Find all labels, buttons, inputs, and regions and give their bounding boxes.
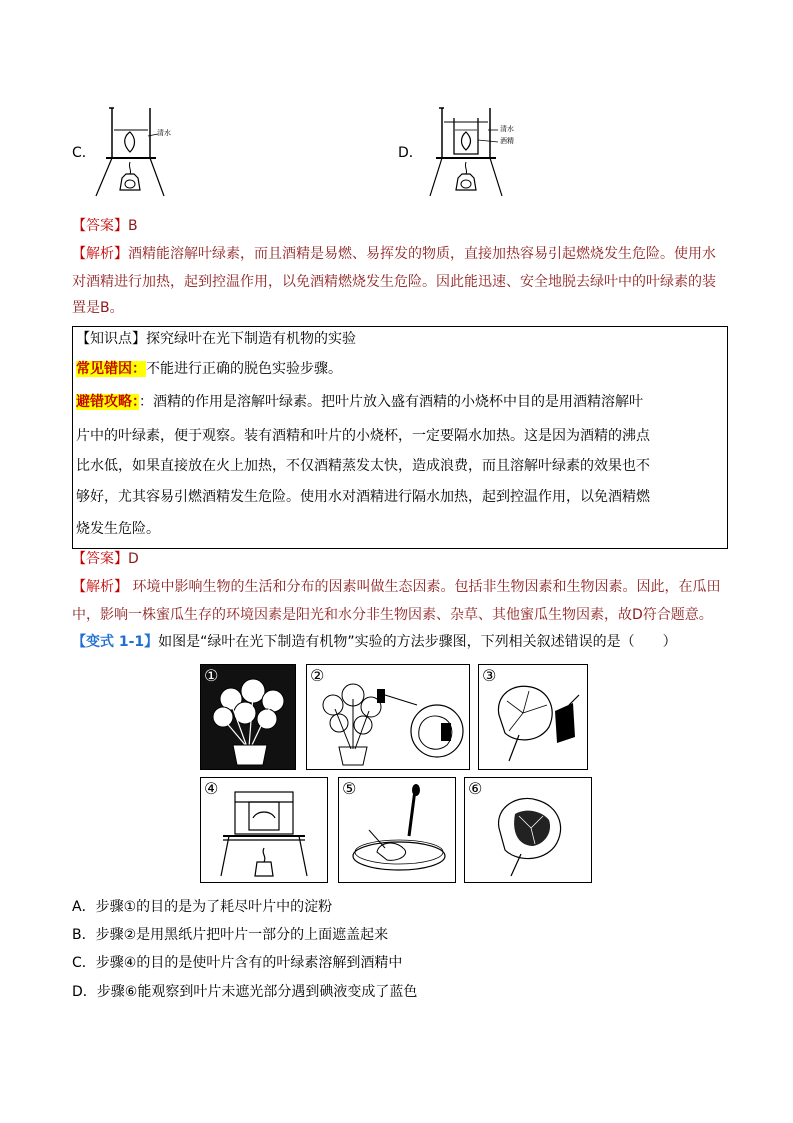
common-mistake-label: 常见错因： [76, 361, 146, 377]
answer-1 [72, 216, 138, 236]
option-d: D．步骤⑥能观察到叶片未遮光部分遇到碘液变成了蓝色 [72, 984, 418, 1000]
common-mistake-line: 常见错因：不能进行正确的脱色实验步骤。 [76, 361, 342, 377]
apparatus-c-diagram [92, 100, 212, 200]
answer-2 [72, 549, 139, 569]
avoid-mistake-line-1: 避错攻略：：酒精的作用是溶解叶绿素。把叶片放入盛有酒精的小烧杯中目的是用酒精溶解叶 [76, 394, 643, 410]
avoid-mistake-line-5: 烧发生危险。 [76, 521, 160, 537]
apparatus-d-alcohol-label: 酒精 [500, 137, 514, 145]
avoid-mistake-label: 避错攻略： [76, 394, 139, 410]
knowledge-point-title: 【知识点】探究绿叶在光下制造有机物的实验 [76, 331, 356, 347]
avoid-mistake-line-2: 片中的叶绿素，便于观察。装有酒精和叶片的小烧杯，一定要隔水加热。这是因为酒精的沸点 [76, 428, 650, 444]
step-4-figure [200, 777, 328, 883]
avoid-mistake-line-3: 比水低，如果直接放在火上加热，不仅酒精蒸发太快，造成浪费，而且溶解叶绿素的效果也不 [76, 458, 650, 474]
step-3-number: ③ [482, 666, 497, 685]
avoid-mistake-line-4: 够好，尤其容易引燃酒精发生危险。使用水对酒精进行隔水加热，起到控温作用，以免酒精燃 [76, 489, 650, 505]
step-5-number: ⑤ [342, 779, 357, 798]
variant-question-text: 如图是“绿叶在光下制造有机物”实验的方法步骤图，下列相关叙述错误的是（ ） [158, 634, 677, 650]
apparatus-c-water-label: 清水 [157, 129, 171, 137]
step-5-figure [338, 777, 456, 883]
apparatus-d-diagram [428, 100, 548, 200]
analysis-1-line-3: 置是B。 [72, 300, 124, 316]
step-6-number: ⑥ [468, 779, 483, 798]
step-2-figure [306, 664, 470, 770]
analysis-1-line-2: 对酒精进行加热，起到控温作用，以免酒精燃烧发生危险。因此能迅速、安全地脱去绿叶中的叶绿素的装 [72, 274, 716, 290]
analysis-2-line-2: 中，影响一株蜜瓜生存的环境因素是阳光和水分非生物因素、杂草、其他蜜瓜生物因素，故D符合题意。 [72, 607, 713, 623]
analysis-1-line-1: 【解析】酒精能溶解叶绿素，而且酒精是易燃、易挥发的物质，直接加热容易引起燃烧发生危险。使用水 [72, 246, 716, 262]
step-6-figure [464, 777, 592, 883]
analysis-2-line-1: 【解析】 环境中影响生物的生活和分布的因素叫做生态因素。包括非生物因素和生物因素。因此，在瓜田 [72, 579, 721, 595]
step-1-figure [200, 664, 296, 770]
apparatus-d-water-label: 清水 [500, 125, 514, 133]
analysis-2-label: 【解析】 [72, 579, 128, 595]
option-c-label: C． [72, 145, 96, 161]
answer-2-value: D [128, 551, 139, 567]
variant-label: 【变式 1-1】 [72, 634, 159, 650]
answer-2-label: 【答案】 [72, 551, 128, 567]
variant-question [72, 632, 677, 652]
option-a: A．步骤①的目的是为了耗尽叶片中的淀粉 [72, 899, 333, 915]
answer-1-value: B [128, 218, 138, 234]
option-c: C．步骤④的目的是使叶片含有的叶绿素溶解到酒精中 [72, 955, 403, 971]
step-2-number: ② [310, 666, 325, 685]
analysis-1-label: 【解析】 [72, 246, 128, 262]
option-b: B．步骤②是用黑纸片把叶片一部分的上面遮盖起来 [72, 927, 389, 943]
option-d-label: D． [398, 145, 423, 161]
step-3-figure [478, 664, 588, 770]
step-1-number: ① [204, 666, 219, 685]
answer-1-label: 【答案】 [72, 218, 128, 234]
step-4-number: ④ [204, 779, 219, 798]
